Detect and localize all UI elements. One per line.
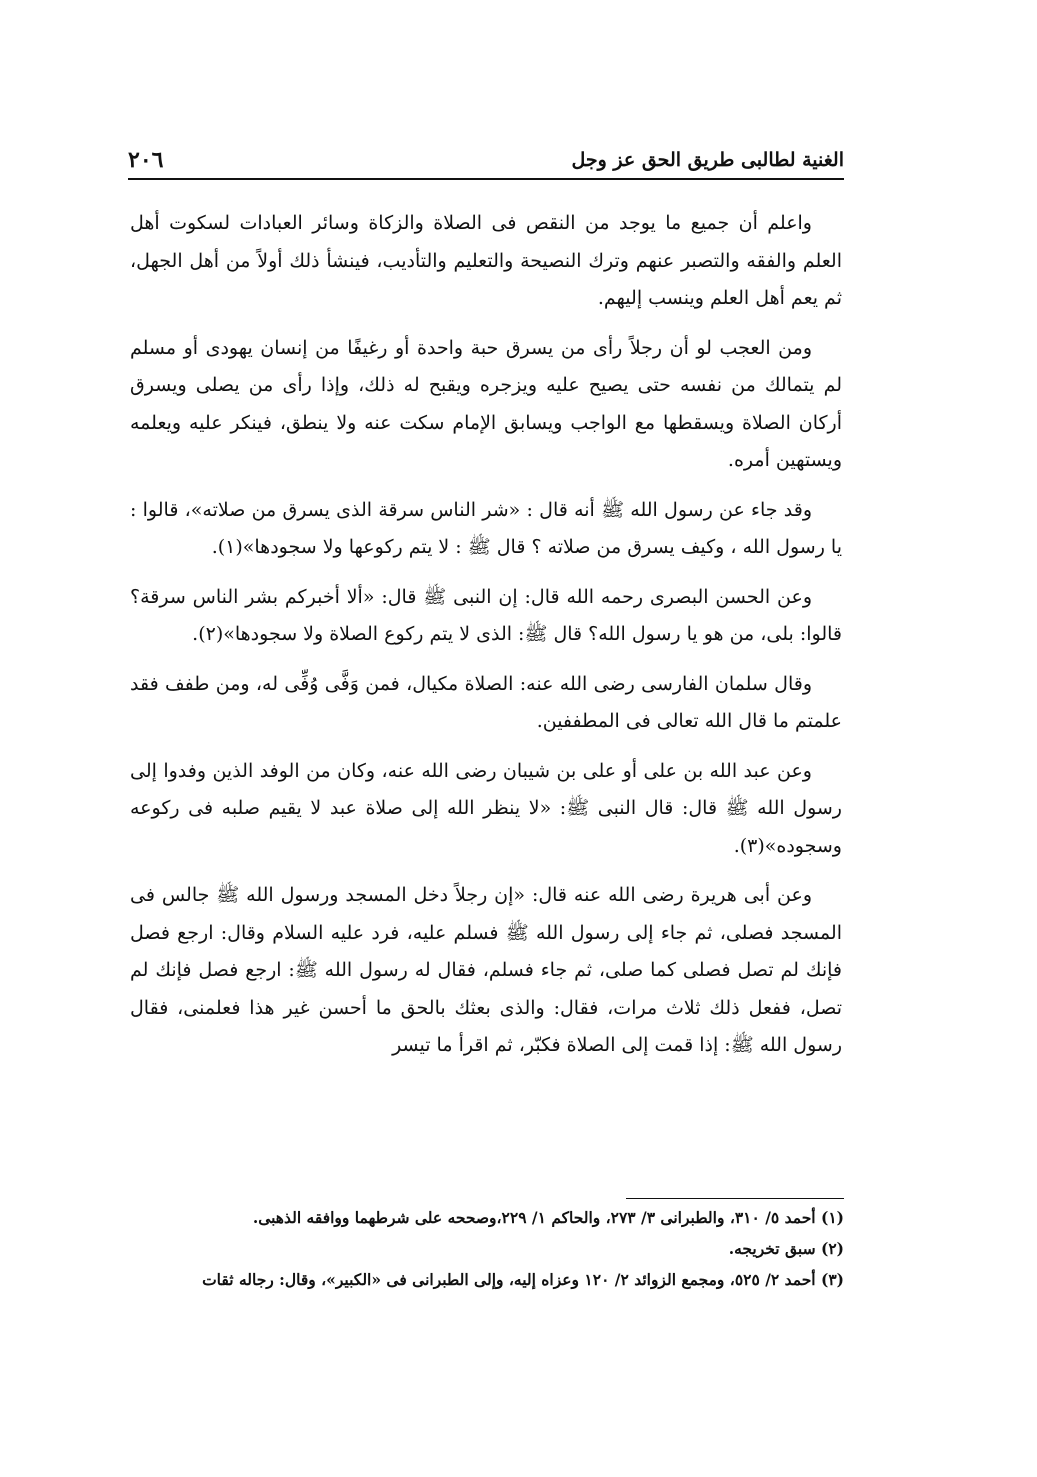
footnote-divider — [626, 1198, 844, 1199]
footnote-1: (١) أحمد ٥/ ٣١٠، والطبرانى ٣/ ٢٧٣، والحاكم ١/ ٢٢٩،وصححه على شرطهما ووافقه الذهبى. — [252, 1208, 844, 1227]
paragraph-2: ومن العجب لو أن رجلاً رأى من يسرق حبة واحدة أو رغيفًا من إنسان يهودى أو مسلم لم يتمالك من نفسه حتى يصيح عليه ويزجره ويقبح له ذلك، وإذا رأى من يصلى ويسرق أركان الصلاة ويسقطها مع الواجب ويسابق الإمام سكت عنه ولا ينطق، فينكر عليه ويعلمه ويستهين أمره. — [130, 336, 842, 471]
paragraph-7: وعن أبى هريرة رضى الله عنه قال: «إن رجلاً دخل المسجد ورسول الله ﷺ جالس فى المسجد فصلى، ثم جاء إلى رسول الله ﷺ فسلم عليه، فرد عليه السلام وقال: ارجع فصل فإنك لم تصل فصلى كما صلى، ثم جاء فسلم، فقال له رسول الله ﷺ: ارجع فصل فإنك لم تصل، ففعل ذلك ثلاث مرات، فقال: والذى بعثك بالحق ما أحسن غير هذا فعلمنى، فقال رسول الله ﷺ: إذا قمت إلى الصلاة فكبّر، ثم اقرأ ما تيسر — [130, 884, 842, 1056]
paragraph-4: وعن الحسن البصرى رحمه الله قال: إن النبى ﷺ قال: «ألا أخبركم بشر الناس سرقة؟ قالوا: بلى، من هو يا رسول الله؟ قال ﷺ: الذى لا يتم ركوع الصلاة ولا سجودها»(٢). — [130, 585, 842, 645]
paragraph-5: وقال سلمان الفارسى رضى الله عنه: الصلاة مكيال، فمن وَفَّى وُفِّى له، ومن طفف فقد علمتم ما قال الله تعالى فى المطففين. — [130, 672, 842, 732]
paragraph-6: وعن عبد الله بن على أو على بن شيبان رضى الله عنه، وكان من الوفد الذين وفدوا إلى رسول الله ﷺ قال: قال النبى ﷺ: «لا ينظر الله إلى صلاة عبد لا يقيم صلبه فى ركوعه وسجوده»(٣). — [130, 759, 842, 857]
running-title: الغنية لطالبى طريق الحق عز وجل — [571, 149, 844, 171]
main-text — [130, 205, 842, 1137]
paragraph-3: وقد جاء عن رسول الله ﷺ أنه قال : «شر الناس سرقة الذى يسرق من صلاته»، قالوا : يا رسول الله ، وكيف يسرق من صلاته ؟ قال ﷺ : لا يتم ركوعها ولا سجودها»(١). — [130, 498, 842, 558]
paragraph-1: واعلم أن جميع ما يوجد من النقص فى الصلاة والزكاة وسائر العبادات لسكوت أهل العلم والفقه والتصبر عنهم وترك النصيحة والتعليم والتأديب، فينشأ ذلك أولاً من أهل الجهل، ثم يعم أهل العلم وينسب إليهم. — [130, 212, 842, 309]
page-header — [128, 146, 844, 180]
footnote-2: (٢) سبق تخريجه. — [728, 1239, 844, 1258]
footnote-3: (٣) أحمد ٢/ ٥٢٥، ومجمع الزوائد ٢/ ١٢٠ وعزاه إليه، وإلى الطبرانى فى «الكبير»، وقال: رجاله ثقات — [202, 1270, 844, 1289]
page-number: ٢٠٦ — [128, 147, 164, 173]
footnotes — [128, 1204, 844, 1297]
